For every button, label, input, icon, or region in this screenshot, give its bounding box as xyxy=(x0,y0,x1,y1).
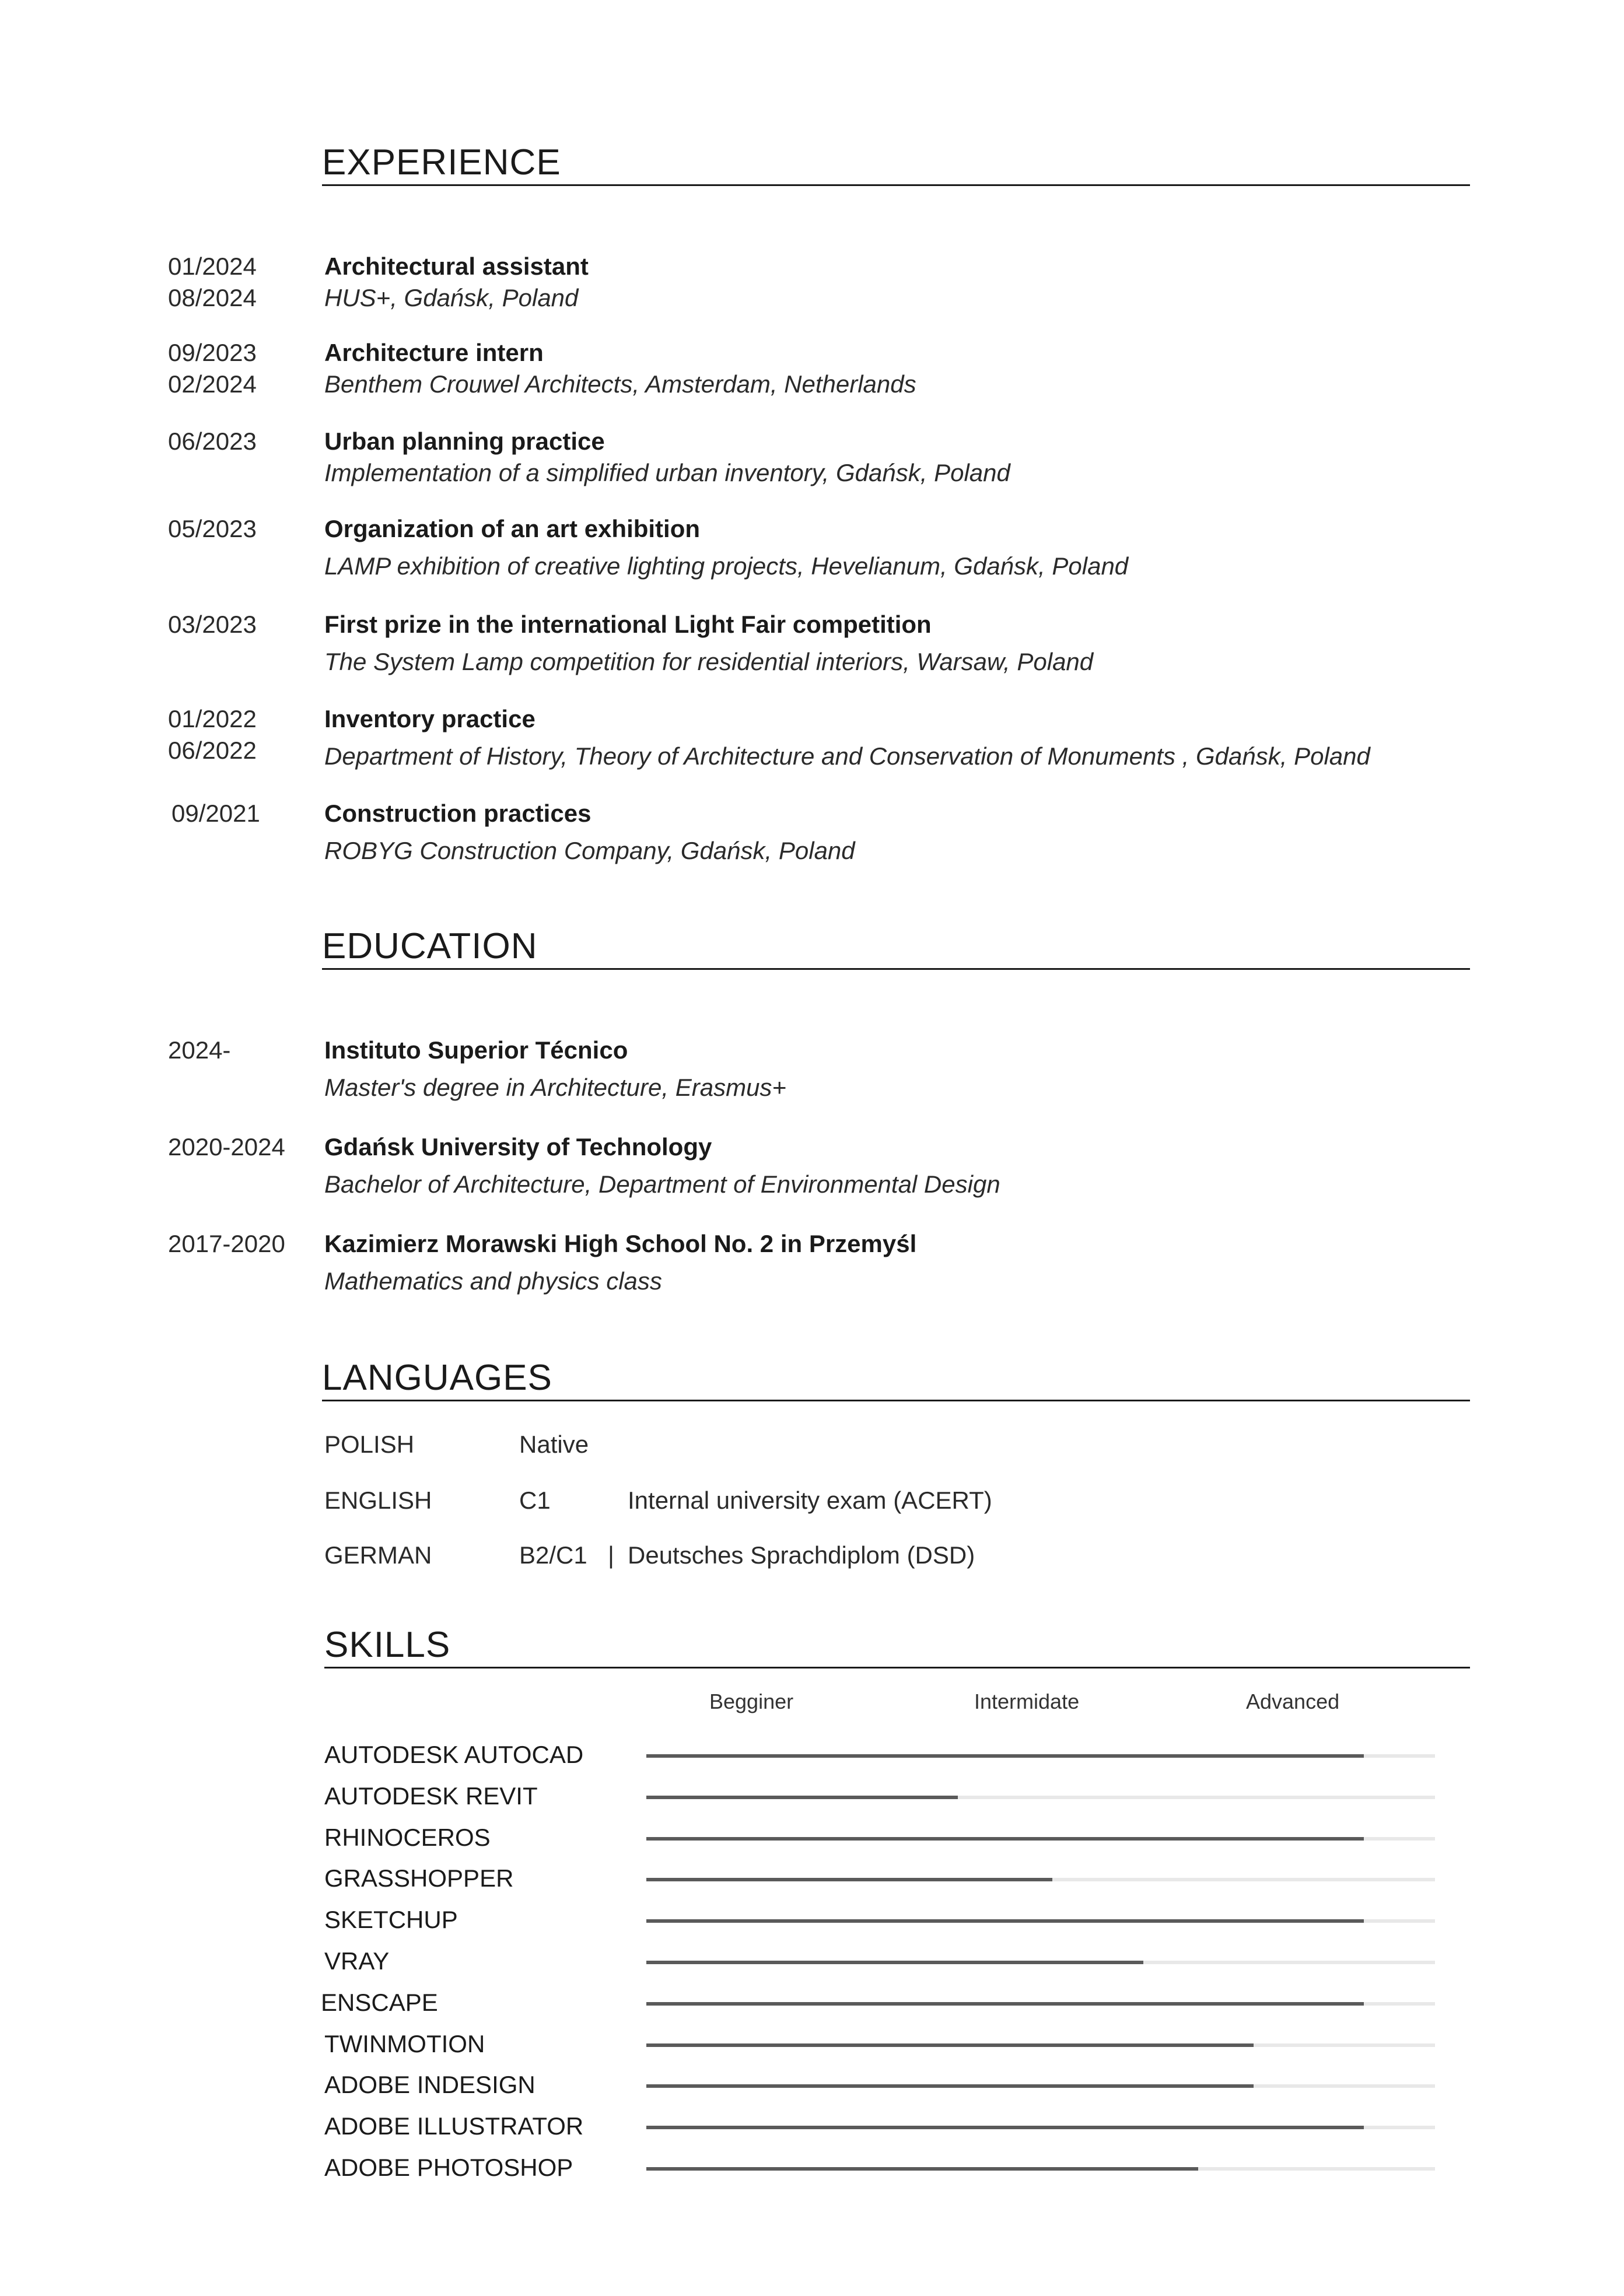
end-date: 02/2024 xyxy=(168,370,257,398)
skill-level-track xyxy=(646,1837,1435,1841)
skill-level-track xyxy=(646,1754,1435,1758)
skill-level-fill xyxy=(646,1919,1364,1923)
degree-detail: Bachelor of Architecture, Department of Environmental Design xyxy=(324,1170,1000,1198)
start-date: 05/2023 xyxy=(168,515,257,542)
degree-detail: Mathematics and physics class xyxy=(324,1267,662,1295)
school-name: Instituto Superior Técnico xyxy=(324,1036,628,1064)
start-date: 06/2023 xyxy=(168,427,257,455)
skill-level-fill xyxy=(646,2167,1198,2171)
education-heading: EDUCATION xyxy=(322,928,1470,970)
language-name: POLISH xyxy=(324,1431,415,1458)
job-place: Implementation of a simplified urban inventory, Gdańsk, Poland xyxy=(324,459,1010,486)
school-name: Kazimierz Morawski High School No. 2 in Przemyśl xyxy=(324,1230,917,1257)
end-date: 08/2024 xyxy=(168,284,257,311)
skill-level-track xyxy=(646,1919,1435,1923)
job-role: Inventory practice xyxy=(324,705,536,732)
skill-name: VRAY xyxy=(324,1947,390,1975)
skill-name: RHINOCEROS xyxy=(324,1824,491,1851)
skill-level-fill xyxy=(646,1796,958,1799)
skill-level-fill xyxy=(646,2043,1254,2047)
start-date: 01/2024 xyxy=(168,253,257,280)
job-role: Architectural assistant xyxy=(324,253,589,280)
experience-heading: EXPERIENCE xyxy=(322,145,1470,186)
skill-level-track xyxy=(646,1961,1435,1964)
skill-level-track xyxy=(646,2043,1435,2047)
job-role: Construction practices xyxy=(324,800,592,827)
skill-level-fill xyxy=(646,2084,1254,2088)
skill-level-fill xyxy=(646,2002,1364,2006)
job-role: Urban planning practice xyxy=(324,427,605,455)
skill-name: SKETCHUP xyxy=(324,1906,458,1933)
skill-name: ADOBE ILLUSTRATOR xyxy=(324,2112,584,2140)
skill-name: GRASSHOPPER xyxy=(324,1864,514,1892)
scale-label-intermediate: Intermidate xyxy=(974,1689,1080,1713)
job-role: Organization of an art exhibition xyxy=(324,515,701,542)
start-date: 03/2023 xyxy=(168,611,257,638)
skill-level-track xyxy=(646,2167,1435,2171)
skill-name: TWINMOTION xyxy=(324,2030,485,2057)
job-place: Department of History, Theory of Architecture and Conservation of Monuments , Gdańsk, Poland xyxy=(324,742,1370,770)
education-years: 2017-2020 xyxy=(168,1230,285,1257)
start-date: 09/2023 xyxy=(168,339,257,366)
skill-name: AUTODESK REVIT xyxy=(324,1782,538,1810)
scale-label-beginner: Begginer xyxy=(709,1689,794,1713)
skill-name: AUTODESK AUTOCAD xyxy=(324,1741,584,1768)
start-date: 01/2022 xyxy=(168,705,257,732)
language-separator: | xyxy=(608,1541,614,1569)
skill-level-track xyxy=(646,2126,1435,2129)
skill-level-track xyxy=(646,2002,1435,2006)
school-name: Gdańsk University of Technology xyxy=(324,1133,712,1161)
languages-heading: LANGUAGES xyxy=(322,1360,1470,1401)
skill-level-fill xyxy=(646,2126,1364,2129)
job-place: ROBYG Construction Company, Gdańsk, Poland xyxy=(324,837,855,864)
skill-level-track xyxy=(646,2084,1435,2088)
skill-name: ADOBE PHOTOSHOP xyxy=(324,2154,573,2181)
job-place: The System Lamp competition for residential interiors, Warsaw, Poland xyxy=(324,648,1094,675)
degree-detail: Master's degree in Architecture, Erasmus+ xyxy=(324,1074,786,1101)
skill-level-track xyxy=(646,1878,1435,1881)
education-years: 2020-2024 xyxy=(168,1133,285,1161)
language-level: B2/C1 xyxy=(519,1541,587,1569)
language-certificate: Deutsches Sprachdiplom (DSD) xyxy=(628,1541,975,1569)
scale-label-advanced: Advanced xyxy=(1246,1689,1340,1713)
skill-level-fill xyxy=(646,1754,1364,1758)
language-name: GERMAN xyxy=(324,1541,432,1569)
language-level: Native xyxy=(519,1431,589,1458)
language-certificate: Internal university exam (ACERT) xyxy=(628,1487,992,1514)
end-date: 06/2022 xyxy=(168,737,257,764)
skill-level-fill xyxy=(646,1878,1052,1881)
skill-name: ADOBE INDESIGN xyxy=(324,2071,536,2098)
job-role: Architecture intern xyxy=(324,339,544,366)
language-name: ENGLISH xyxy=(324,1487,432,1514)
skill-level-fill xyxy=(646,1837,1364,1841)
job-place: HUS+, Gdańsk, Poland xyxy=(324,284,579,311)
language-level: C1 xyxy=(519,1487,551,1514)
skills-heading: SKILLS xyxy=(324,1627,1470,1668)
education-years: 2024- xyxy=(168,1036,231,1064)
skill-level-fill xyxy=(646,1961,1143,1964)
skill-level-track xyxy=(646,1796,1435,1799)
job-place: LAMP exhibition of creative lighting projects, Hevelianum, Gdańsk, Poland xyxy=(324,552,1129,580)
start-date: 09/2021 xyxy=(172,800,260,827)
skill-name: ENSCAPE xyxy=(321,1989,438,2016)
job-role: First prize in the international Light Fair competition xyxy=(324,611,932,638)
job-place: Benthem Crouwel Architects, Amsterdam, Netherlands xyxy=(324,370,916,398)
